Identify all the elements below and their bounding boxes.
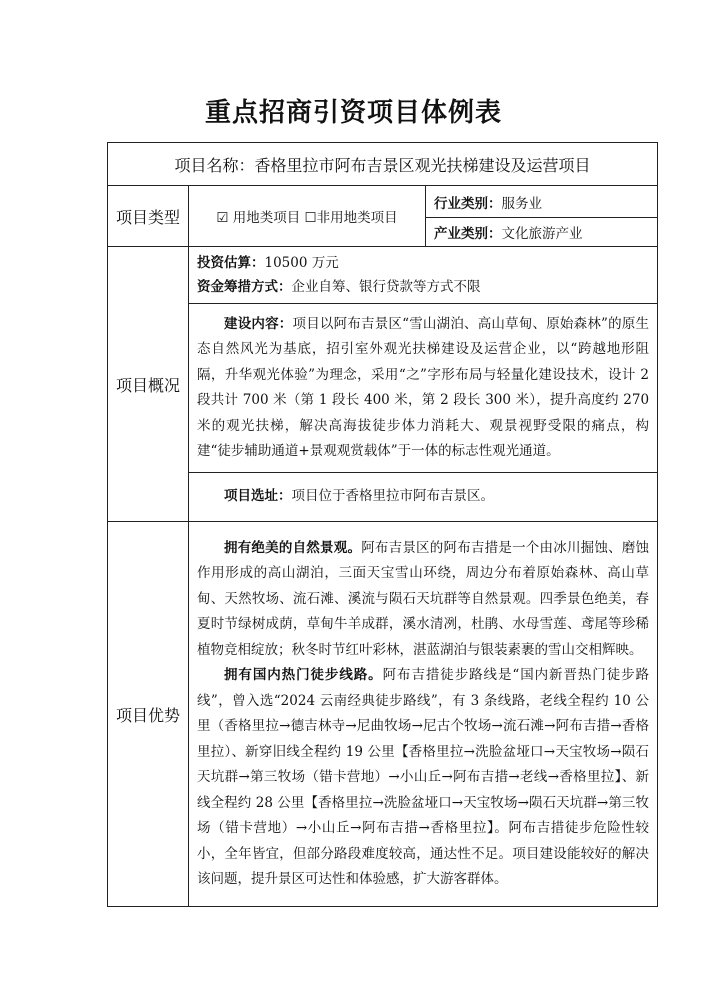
overview-label: 项目概况: [108, 247, 189, 522]
page-title: 重点招商引资项目体例表: [204, 98, 502, 128]
investment-label: 投资估算：: [197, 255, 265, 271]
funding-label: 资金筹措方式：: [197, 279, 292, 295]
advantages-label: 项目优势: [108, 522, 189, 907]
funding-value: 企业自筹、银行贷款等方式不限: [291, 279, 481, 295]
overview-row3: [108, 473, 658, 522]
site-cell: [189, 473, 658, 522]
content-label: 建设内容：: [224, 315, 293, 332]
investment-cell: [189, 247, 658, 304]
investment-value: 10500 万元: [264, 255, 339, 271]
overview-row1: [108, 247, 658, 304]
advantage-2-text: 阿布吉措徒步路线是“国内新晋热门徒步路线”，曾入选“2024 云南经典徒步路线”，有 3 条线路，老线全程约 10 公里（香格里拉→德吉林寺→尼曲牧场→尼古个牧场→流石滩→阿布吉措→香格里拉）、新穿旧线全程约 19 公里【香格里拉→洗脸盆垭口→天宝牧场→陨石天坑群→第三牧场（错卡营地）→小山丘→阿布吉措→老线→香格里拉】、新线全程约 28 公里【香格里拉→洗脸盆垭口→天宝牧场→陨石天坑群→第三牧场（错卡营地）→小山丘→阿布吉措→香格里拉】。阿布吉措徒步危险性较小，全年皆宜，但部分路段难度较高，通达性不足。项目建设能较好的解决该问题，提升景区可达性和体验感，扩大游客群体。: [197, 667, 650, 887]
advantages-row: [108, 522, 658, 907]
non-land-use-option: ☐非用地类项目: [304, 210, 398, 226]
industry-value: 服务业: [501, 195, 542, 212]
project-name-label: 项目名称：: [174, 155, 255, 175]
project-name-value: 香格里拉市阿布吉景区观光扶梯建设及运营项目: [254, 155, 591, 175]
site-label: 项目选址：: [224, 488, 292, 505]
advantages-cell: [189, 522, 658, 907]
sector-label: 产业类别：: [434, 226, 502, 242]
project-table: [107, 142, 658, 907]
advantage-1-title: 拥有绝美的自然景观。: [224, 539, 362, 556]
advantage-2-title: 拥有国内热门徒步线路。: [224, 667, 383, 683]
content-cell: [189, 304, 658, 473]
advantage-1-text: 阿布吉景区的阿布吉措是一个由冰川掘蚀、磨蚀作用形成的高山湖泊，三面天宝雪山环绕，周边分布着原始森林、高山草甸、天然牧场、流石滩、溪流与陨石天坑群等自然景观。四季景色绝美，春夏时节绿树成荫，草甸牛羊成群，溪水清冽，杜鹃、水母雪莲、鸢尾等珍稀植物竞相绽放；秋冬时节红叶彩林，湛蓝湖泊与银装素裹的雪山交相辉映。: [197, 539, 650, 658]
project-type-row1: [108, 186, 658, 218]
sector-cell: [426, 218, 658, 247]
content-text: 项目以阿布吉景区“雪山湖泊、高山草甸、原始森林”的原生态自然风光为基底，招引室外观光扶梯建设及运营企业，以“跨越地形阻隔，升华观光体验”为理念，采用“之”字形布局与轻量化建设技术，设计 2 段共计 700 米（第 1 段长 400 米，第 2 段长 300 米），提升高度约 270 米的观光扶梯，解决高海拔徒步体力消耗大、观景视野受限的痛点，构建“徒步辅助通道+景观观赏载体”于一体的标志性观光通道。: [197, 315, 650, 459]
project-type-options: [189, 186, 426, 247]
land-use-option: ☑ 用地类项目: [216, 210, 301, 226]
project-name-cell: [108, 143, 658, 186]
site-value: 项目位于香格里拉市阿布吉景区。: [291, 488, 494, 505]
sector-value: 文化旅游产业: [501, 226, 583, 242]
industry-label: 行业类别：: [434, 195, 502, 212]
industry-cell: [426, 186, 658, 218]
overview-row2: [108, 304, 658, 473]
project-type-label: 项目类型: [108, 186, 189, 247]
project-name-row: [108, 143, 658, 186]
